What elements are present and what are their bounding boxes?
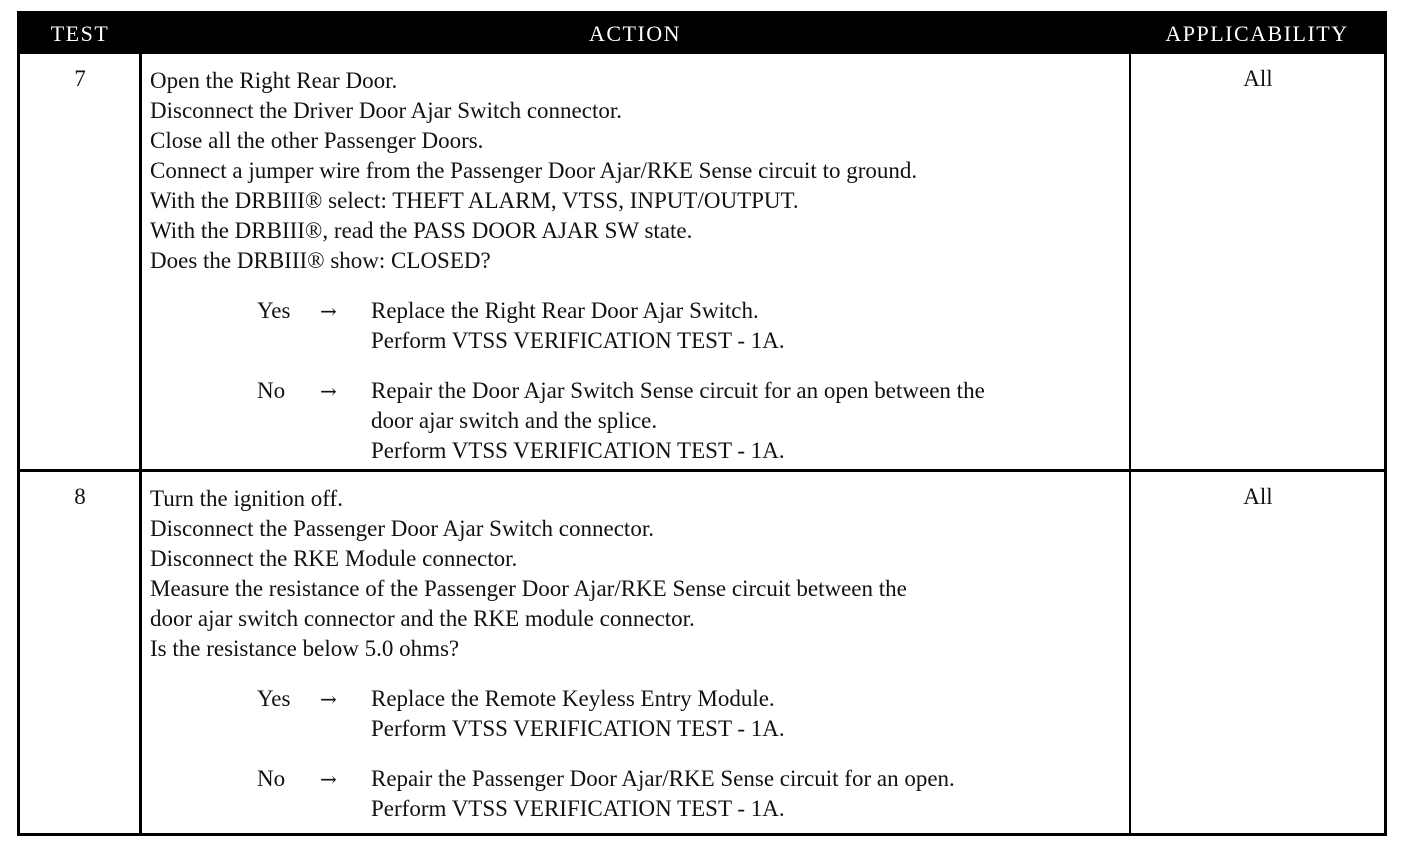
right-arrow-icon: →	[320, 767, 337, 791]
outcome-line: Perform VTSS VERIFICATION TEST - 1A.	[371, 438, 785, 463]
no-outcome	[150, 764, 1130, 824]
test-number: 8	[74, 484, 86, 509]
table-header	[20, 14, 1384, 54]
header-applicability: APPLICABILITY	[1165, 21, 1349, 46]
no-label: No	[257, 766, 286, 791]
action-step: Connect a jumper wire from the Passenger Door Ajar/RKE Sense circuit to ground.	[150, 158, 918, 183]
right-arrow-icon: →	[320, 299, 337, 323]
action-step: Does the DRBIII® show: CLOSED?	[150, 248, 491, 273]
action-step: Disconnect the Passenger Door Ajar Switch connector.	[150, 516, 654, 541]
no-label: No	[257, 378, 286, 403]
action-step: Disconnect the RKE Module connector.	[150, 546, 518, 571]
outcome-line: Repair the Door Ajar Switch Sense circuit for an open between the	[371, 378, 985, 403]
outcome-line: Perform VTSS VERIFICATION TEST - 1A.	[371, 716, 785, 741]
header-test: TEST	[50, 21, 110, 46]
yes-label: Yes	[257, 686, 291, 711]
action-step: With the DRBIII®, read the PASS DOOR AJAR SW state.	[150, 218, 693, 243]
outcome-line: Perform VTSS VERIFICATION TEST - 1A.	[371, 796, 785, 821]
action-cell	[150, 66, 1130, 466]
action-step: door ajar switch connector and the RKE module connector.	[150, 606, 695, 631]
outcome-line: Repair the Passenger Door Ajar/RKE Sense circuit for an open.	[371, 766, 955, 791]
action-step: Measure the resistance of the Passenger Door Ajar/RKE Sense circuit between the	[150, 576, 907, 601]
no-outcome	[150, 376, 1130, 466]
action-step: With the DRBIII® select: THEFT ALARM, VTSS, INPUT/OUTPUT.	[150, 188, 799, 213]
action-step: Disconnect the Driver Door Ajar Switch connector.	[150, 98, 623, 123]
action-step: Is the resistance below 5.0 ohms?	[150, 636, 460, 661]
action-step: Close all the other Passenger Doors.	[150, 128, 484, 153]
action-step: Turn the ignition off.	[150, 486, 343, 511]
yes-outcome	[150, 684, 1130, 744]
right-arrow-icon: →	[320, 687, 337, 711]
applicability-value: All	[1243, 484, 1273, 509]
table-row	[20, 472, 1384, 836]
yes-label: Yes	[257, 298, 291, 323]
header-action: ACTION	[588, 21, 682, 46]
outcome-line: door ajar switch and the splice.	[371, 408, 658, 433]
outcome-line: Replace the Right Rear Door Ajar Switch.	[371, 298, 759, 323]
action-cell	[150, 484, 1130, 824]
yes-outcome	[150, 296, 1130, 356]
outcome-line: Perform VTSS VERIFICATION TEST - 1A.	[371, 328, 785, 353]
action-step: Open the Right Rear Door.	[150, 68, 398, 93]
diagnostic-test-table	[17, 11, 1387, 836]
applicability-value: All	[1243, 66, 1273, 91]
right-arrow-icon: →	[320, 379, 337, 403]
outcome-line: Replace the Remote Keyless Entry Module.	[371, 686, 775, 711]
test-number: 7	[74, 66, 86, 91]
table-row	[20, 54, 1384, 469]
